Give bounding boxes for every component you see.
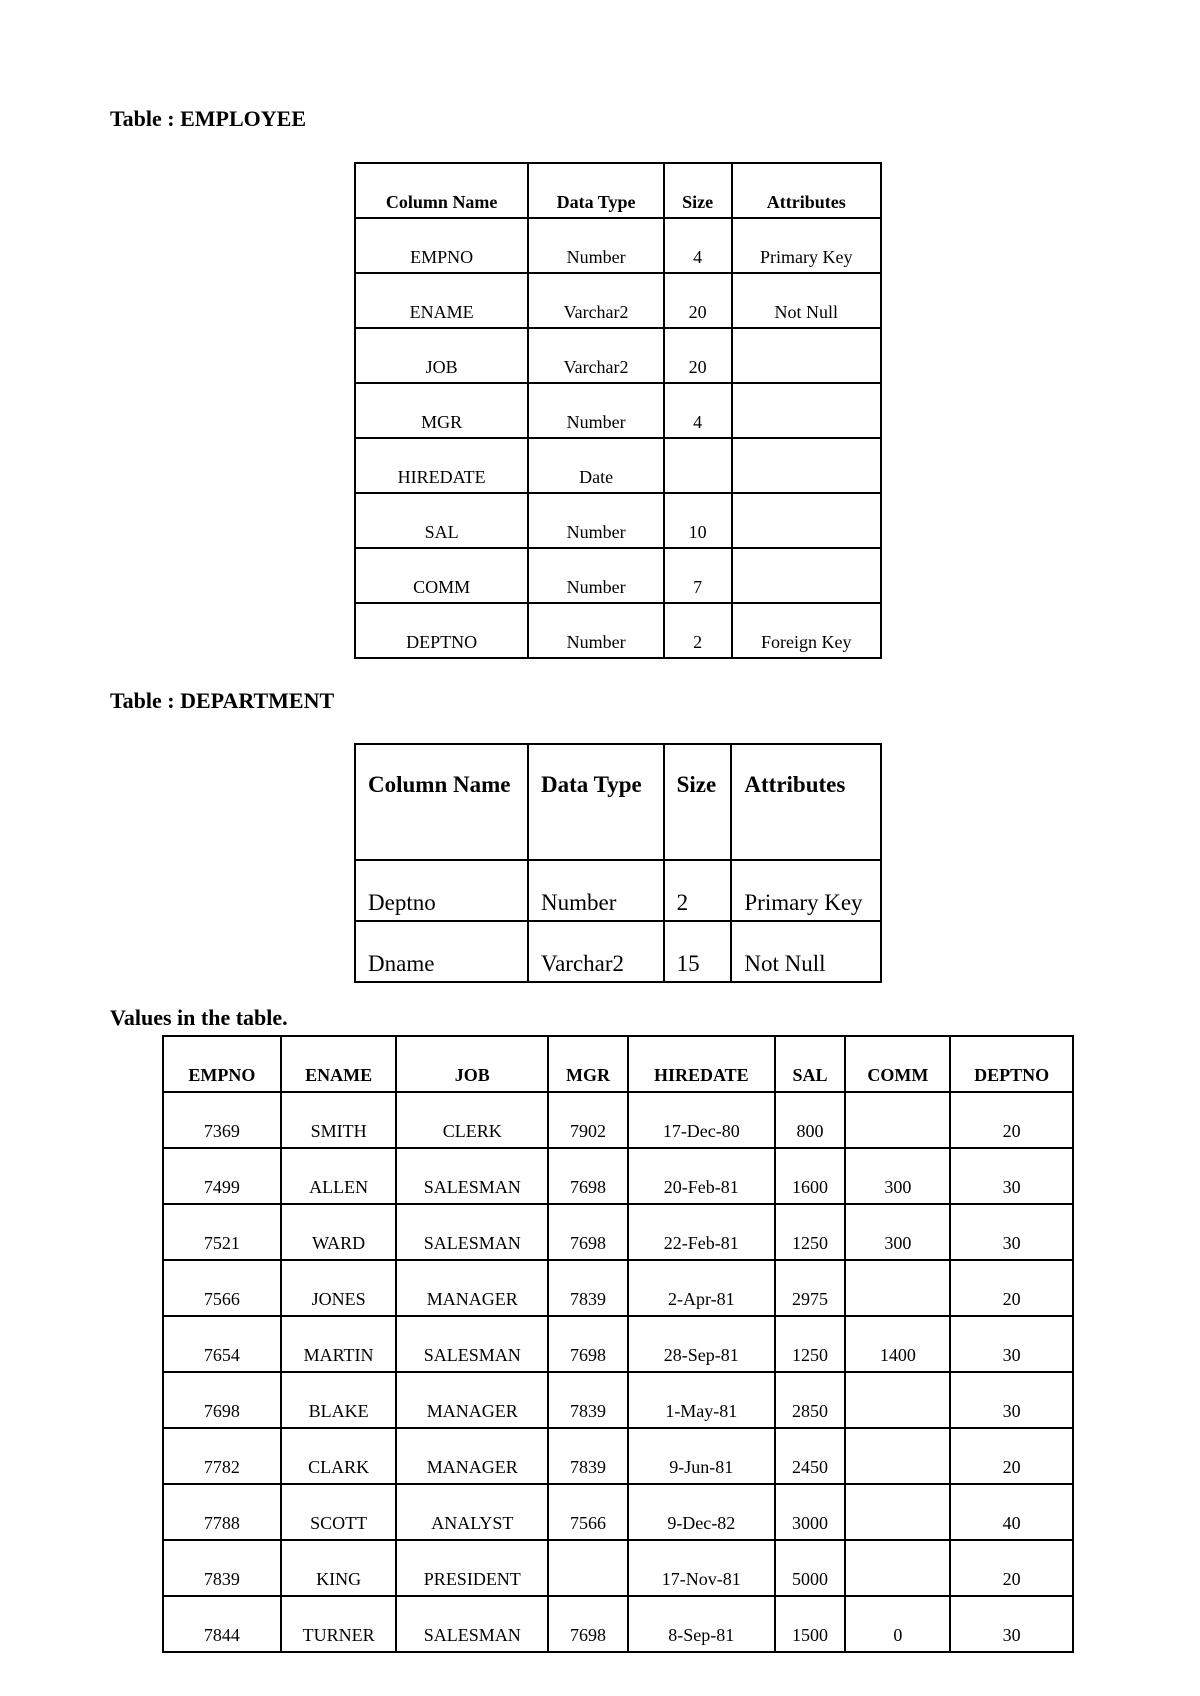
table-row	[355, 383, 881, 438]
table-cell	[664, 438, 732, 493]
table-cell: Not Null	[731, 921, 881, 982]
column-header: SAL	[775, 1036, 846, 1092]
table-cell: 7698	[548, 1316, 628, 1372]
table-row	[355, 921, 881, 982]
table-cell: Number	[528, 493, 663, 548]
table-cell: MARTIN	[281, 1316, 397, 1372]
table-cell: 7	[664, 548, 732, 603]
table-cell: 20	[950, 1540, 1073, 1596]
table-cell: Foreign Key	[732, 603, 881, 658]
column-header: ENAME	[281, 1036, 397, 1092]
table-cell: 10	[664, 493, 732, 548]
table-cell: 30	[950, 1148, 1073, 1204]
table-cell: 20	[664, 273, 732, 328]
table-cell: ENAME	[355, 273, 528, 328]
table-cell: EMPNO	[355, 218, 528, 273]
table-cell: 20	[950, 1428, 1073, 1484]
table-cell: Number	[528, 218, 663, 273]
column-header: Size	[664, 163, 732, 218]
table-cell	[845, 1260, 950, 1316]
table-cell: 17-Nov-81	[628, 1540, 775, 1596]
table-header-row	[355, 744, 881, 860]
table-cell: Primary Key	[731, 860, 881, 921]
table-cell: MGR	[355, 383, 528, 438]
table-cell: 7782	[163, 1428, 281, 1484]
table-cell	[845, 1372, 950, 1428]
table-cell: Primary Key	[732, 218, 881, 273]
table-cell: 1250	[775, 1316, 846, 1372]
column-header: Column Name	[355, 163, 528, 218]
table-cell: 2	[664, 860, 732, 921]
table-cell: Date	[528, 438, 663, 493]
column-header: Column Name	[355, 744, 528, 860]
table-cell: 7566	[163, 1260, 281, 1316]
column-header: JOB	[396, 1036, 548, 1092]
table-cell: 7788	[163, 1484, 281, 1540]
table-cell: 30	[950, 1372, 1073, 1428]
table-cell: 9-Jun-81	[628, 1428, 775, 1484]
column-header: Data Type	[528, 163, 663, 218]
table-row	[355, 273, 881, 328]
table-cell: 800	[775, 1092, 846, 1148]
table-cell: CLERK	[396, 1092, 548, 1148]
column-header: HIREDATE	[628, 1036, 775, 1092]
table-cell: MANAGER	[396, 1372, 548, 1428]
table-cell: Dname	[355, 921, 528, 982]
values-table-heading: Values in the table.	[110, 1005, 288, 1030]
table-row	[355, 860, 881, 921]
table-cell: SALESMAN	[396, 1204, 548, 1260]
table-cell: 1-May-81	[628, 1372, 775, 1428]
table-cell: 2-Apr-81	[628, 1260, 775, 1316]
table-cell: MANAGER	[396, 1428, 548, 1484]
table-cell: SALESMAN	[396, 1596, 548, 1652]
table-cell: 7566	[548, 1484, 628, 1540]
table-cell: 7698	[163, 1372, 281, 1428]
table-cell	[732, 438, 881, 493]
table-cell	[845, 1540, 950, 1596]
table-cell: 2975	[775, 1260, 846, 1316]
table-cell	[732, 493, 881, 548]
table-row	[355, 438, 881, 493]
table-cell: DEPTNO	[355, 603, 528, 658]
column-header: Attributes	[732, 163, 881, 218]
table-row	[163, 1428, 1073, 1484]
column-header: Attributes	[731, 744, 881, 860]
table-row	[163, 1596, 1073, 1652]
table-cell: 1600	[775, 1148, 846, 1204]
table-cell: 17-Dec-80	[628, 1092, 775, 1148]
table-cell: 1500	[775, 1596, 846, 1652]
table-cell: 22-Feb-81	[628, 1204, 775, 1260]
table-cell: 7839	[548, 1260, 628, 1316]
table-cell: 40	[950, 1484, 1073, 1540]
table-row	[163, 1204, 1073, 1260]
table-cell: 2	[664, 603, 732, 658]
table-row	[163, 1316, 1073, 1372]
table-cell	[845, 1428, 950, 1484]
table-cell: 4	[664, 218, 732, 273]
table-cell: 20	[950, 1092, 1073, 1148]
table-cell: BLAKE	[281, 1372, 397, 1428]
table-cell: 30	[950, 1596, 1073, 1652]
table-row	[355, 548, 881, 603]
table-cell: 30	[950, 1204, 1073, 1260]
table-cell: KING	[281, 1540, 397, 1596]
table-cell: ALLEN	[281, 1148, 397, 1204]
table-cell: 15	[664, 921, 732, 982]
table-cell: JONES	[281, 1260, 397, 1316]
table-cell: JOB	[355, 328, 528, 383]
table-cell: 7839	[548, 1372, 628, 1428]
table-cell: SAL	[355, 493, 528, 548]
table-cell: SCOTT	[281, 1484, 397, 1540]
table-cell: SALESMAN	[396, 1148, 548, 1204]
table-cell: Varchar2	[528, 921, 664, 982]
table-cell	[845, 1092, 950, 1148]
table-cell: 0	[845, 1596, 950, 1652]
table-cell: 2450	[775, 1428, 846, 1484]
column-header: COMM	[845, 1036, 950, 1092]
department-table-heading: Table : DEPARTMENT	[110, 688, 335, 713]
column-header: Size	[664, 744, 732, 860]
table-cell: 7844	[163, 1596, 281, 1652]
employee-schema-table	[354, 162, 882, 659]
table-cell: 20	[950, 1260, 1073, 1316]
table-cell	[732, 548, 881, 603]
table-row	[163, 1148, 1073, 1204]
department-schema-table	[354, 743, 882, 983]
table-cell: 30	[950, 1316, 1073, 1372]
table-cell: Deptno	[355, 860, 528, 921]
table-cell: Number	[528, 548, 663, 603]
table-cell: Number	[528, 383, 663, 438]
column-header: DEPTNO	[950, 1036, 1073, 1092]
table-cell: 7839	[163, 1540, 281, 1596]
table-cell: 3000	[775, 1484, 846, 1540]
employee-table-heading: Table : EMPLOYEE	[110, 106, 306, 131]
table-cell: 7698	[548, 1204, 628, 1260]
table-cell: 1400	[845, 1316, 950, 1372]
table-row	[163, 1092, 1073, 1148]
table-cell: CLARK	[281, 1428, 397, 1484]
table-cell: 7902	[548, 1092, 628, 1148]
table-row	[163, 1372, 1073, 1428]
table-cell: 7499	[163, 1148, 281, 1204]
table-cell: SMITH	[281, 1092, 397, 1148]
table-cell: 300	[845, 1148, 950, 1204]
table-cell: ANALYST	[396, 1484, 548, 1540]
table-row	[355, 328, 881, 383]
table-cell: 1250	[775, 1204, 846, 1260]
table-cell: 20	[664, 328, 732, 383]
employee-values-table	[162, 1035, 1074, 1653]
table-cell	[732, 328, 881, 383]
table-cell: 7698	[548, 1596, 628, 1652]
table-cell: 7654	[163, 1316, 281, 1372]
column-header: EMPNO	[163, 1036, 281, 1092]
table-row	[355, 218, 881, 273]
table-cell: WARD	[281, 1204, 397, 1260]
table-row	[355, 603, 881, 658]
column-header: Data Type	[528, 744, 664, 860]
table-cell: Number	[528, 860, 664, 921]
table-cell: 300	[845, 1204, 950, 1260]
table-header-row	[355, 163, 881, 218]
table-cell: 7698	[548, 1148, 628, 1204]
table-cell: Number	[528, 603, 663, 658]
table-cell: HIREDATE	[355, 438, 528, 493]
table-cell: 5000	[775, 1540, 846, 1596]
table-cell: SALESMAN	[396, 1316, 548, 1372]
table-row	[163, 1540, 1073, 1596]
table-cell: Not Null	[732, 273, 881, 328]
table-cell	[732, 383, 881, 438]
table-cell: Varchar2	[528, 273, 663, 328]
column-header: MGR	[548, 1036, 628, 1092]
table-cell: 2850	[775, 1372, 846, 1428]
table-header-row	[163, 1036, 1073, 1092]
table-row	[163, 1484, 1073, 1540]
table-cell: 7839	[548, 1428, 628, 1484]
table-cell: TURNER	[281, 1596, 397, 1652]
table-cell: 9-Dec-82	[628, 1484, 775, 1540]
table-cell: 7521	[163, 1204, 281, 1260]
table-cell: COMM	[355, 548, 528, 603]
table-cell: Varchar2	[528, 328, 663, 383]
table-cell: 28-Sep-81	[628, 1316, 775, 1372]
table-row	[355, 493, 881, 548]
table-cell: 7369	[163, 1092, 281, 1148]
table-row	[163, 1260, 1073, 1316]
table-cell: PRESIDENT	[396, 1540, 548, 1596]
table-cell	[845, 1484, 950, 1540]
table-cell	[548, 1540, 628, 1596]
table-cell: 20-Feb-81	[628, 1148, 775, 1204]
table-cell: 8-Sep-81	[628, 1596, 775, 1652]
table-cell: MANAGER	[396, 1260, 548, 1316]
table-cell: 4	[664, 383, 732, 438]
